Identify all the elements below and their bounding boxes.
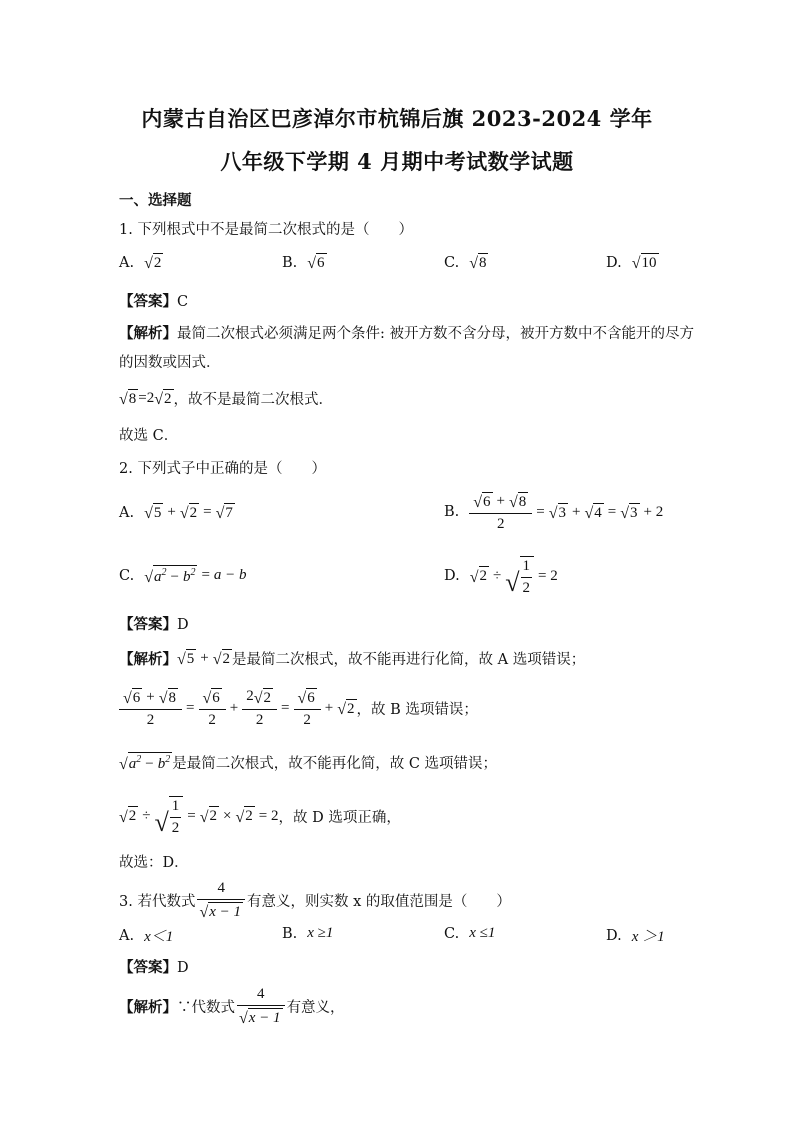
q2-stem: 2. 下列式子中正确的是（ ） xyxy=(119,461,326,477)
option-label: A. xyxy=(119,254,135,271)
q1-option-a xyxy=(119,253,163,272)
q3-stem: 3. 若代数式 4 √ x − 1 有意义，则实数 x 的取值范围是（ ） xyxy=(119,880,511,921)
page-title-line2: 八年级下学期 4 月期中考试数学试题 xyxy=(220,149,574,174)
q2-analysis-d: √ 2 ÷ √ $\frac{1}{2}$ = √ 2 × √ 2 = 2 ，故 D 选项正确， xyxy=(119,798,401,837)
q1-option-b xyxy=(282,253,327,272)
q1-conclusion: 故选 C． xyxy=(119,428,179,444)
section-heading: 一、选择题 xyxy=(119,192,192,209)
q1-analysis-cont: 的因数或因式． xyxy=(119,355,221,371)
option-label: D. xyxy=(606,254,622,271)
q3-option-d: D. x ＞1 xyxy=(606,927,665,945)
q3-analysis: 【解析】 ∵代数式 4 √ x − 1 有意义， xyxy=(119,986,345,1027)
sqrt-expression: √ 6 xyxy=(307,255,325,273)
q1-step: √ 8 =2 √ 2 ，故不是最简二次根式． xyxy=(119,390,334,409)
q3-option-b: B. x ≥1 xyxy=(282,925,334,942)
q2-option-b: B. √ 6 + √ 8 2 = √ 3 + √ 4 = √ 3 + 2 xyxy=(444,493,664,533)
q3-option-a: A. x＜1 xyxy=(119,927,174,945)
sqrt-expression: √ 10 xyxy=(631,255,657,273)
sqrt-expression: √ 2 xyxy=(144,255,162,273)
page-title-line1: 内蒙古自治区巴彦淖尔市杭锦后旗 2023-2024 学年 xyxy=(141,106,653,131)
q1-analysis: 【解析】最简二次根式必须满足两个条件: 被开方数不含分母，被开方数中不含能开的尽方 xyxy=(119,325,694,342)
q3-answer: 【答案】D xyxy=(119,959,189,976)
q1-option-d xyxy=(606,253,659,272)
q2-analysis-b: √ 6 + √ 8 2 = √ 6 2 + 2 √ 2 2 = √ 6 2 + √ 2 ，故 B 选项错误； xyxy=(119,688,478,729)
q2-analysis-c: √ $a^2 - b^2$ 是最简二次根式，故不能再化简，故 C 选项错误； xyxy=(119,754,498,774)
q1-answer: 【答案】C xyxy=(119,293,189,310)
q2-option-c: C. √ $a^2 - b^2$ = a − b xyxy=(119,567,247,587)
option-label: B. xyxy=(282,254,298,271)
q1-option-c xyxy=(444,253,488,272)
sqrt-expression: √ 8 xyxy=(469,255,487,273)
q2-option-d: D. √ 2 ÷ √ $\frac{1}{2}$ = 2 xyxy=(444,558,558,597)
q2-conclusion: 故选：D． xyxy=(119,855,189,871)
q3-option-c: C. x ≤1 xyxy=(444,925,496,942)
q2-option-a: A. √ 5 + √ 2 = √ 7 xyxy=(119,504,233,523)
q1-stem: 1. 下列根式中不是最简二次根式的是（ ） xyxy=(119,222,413,238)
q2-answer: 【答案】D xyxy=(119,616,189,633)
q2-analysis-a: 【解析】 √ 5 + √ 2 是最简二次根式，故不能再进行化简，故 A 选项错误； xyxy=(119,650,586,669)
option-label: C. xyxy=(444,254,460,271)
